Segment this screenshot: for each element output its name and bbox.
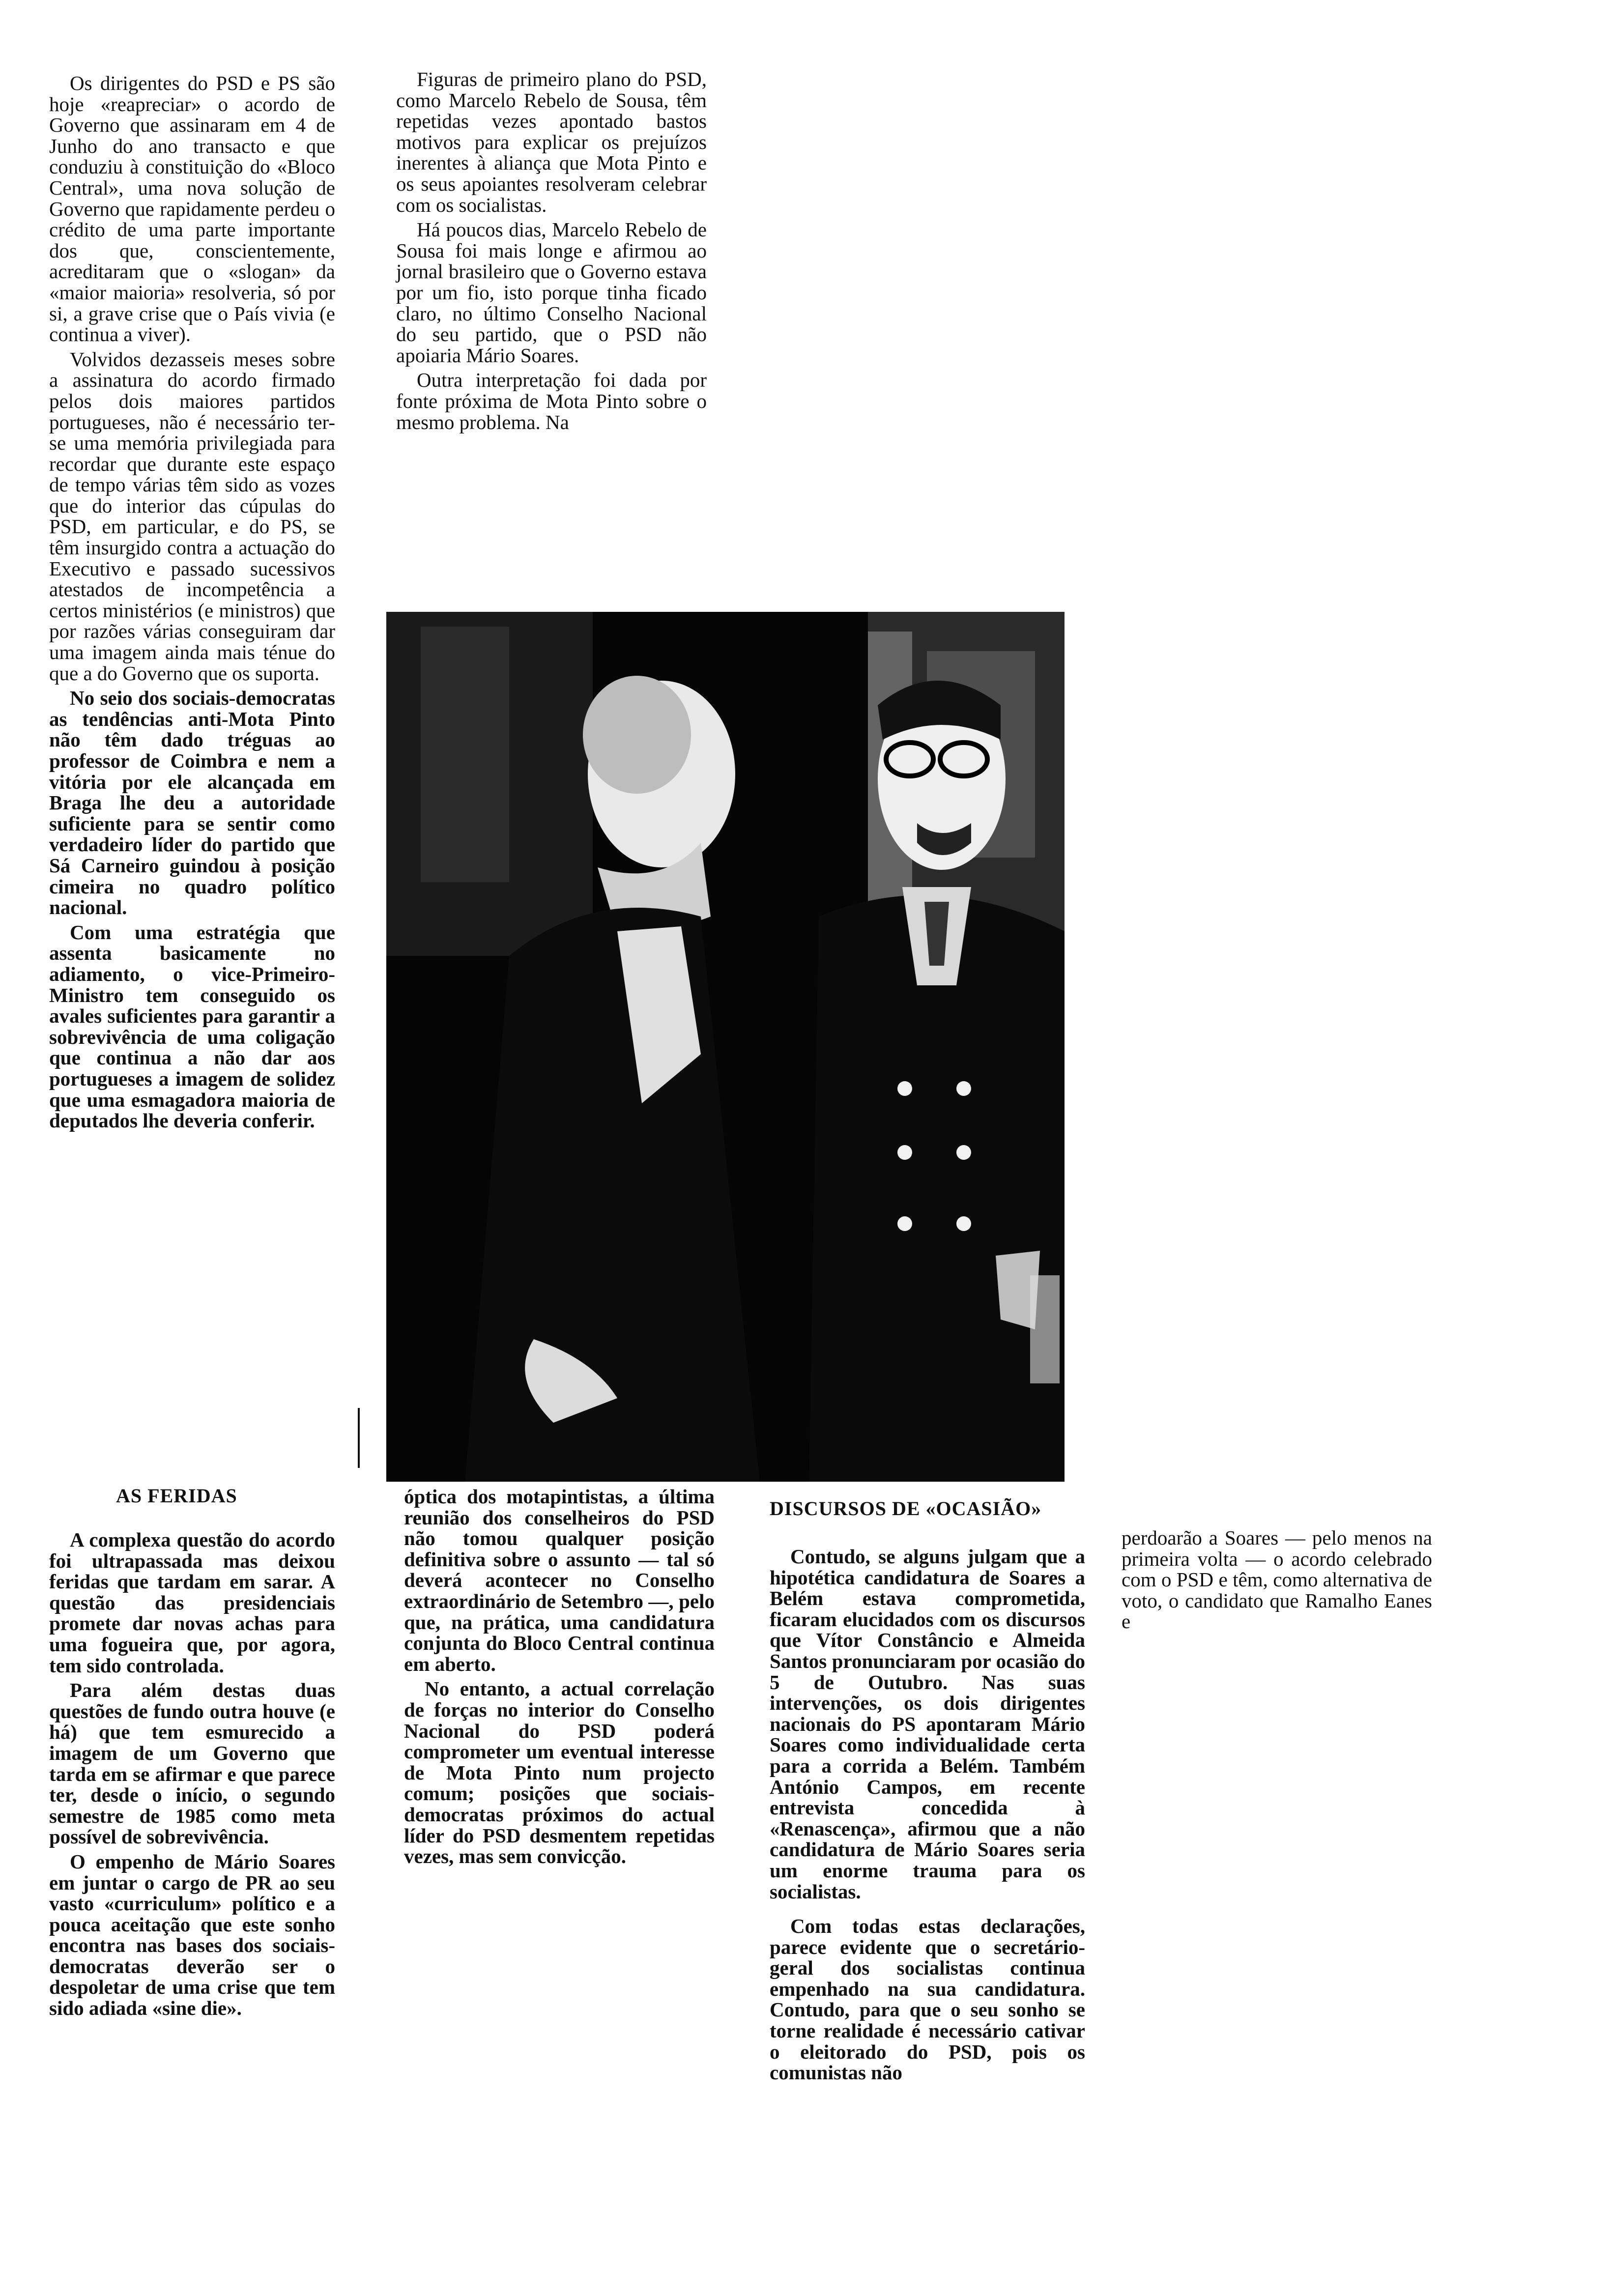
col3-paragraph-2: Com todas estas declarações, parece evidente que o secretário-geral dos socialistas continua empenhado na sua candidatura. Contudo, para que o seu sonho se torne realidade é necessário cativar o eleitorado do PSD, pois os comunistas não: [770, 1915, 1085, 2084]
col1-paragraph-1: Os dirigentes do PSD e PS são hoje «reapreciar» o acordo de Governo que assinaram em 4 de Junho do ano transacto e que conduziu à constituição do «Bloco Central», uma nova solução de Governo que rapidamente perdeu o crédito de uma parte importante dos que, conscientemente, acreditaram que o «slogan» da «maior maioria» resolveria, só por si, a grave crise que o País vivia (e continua a viver).: [49, 72, 335, 346]
column-2: [396, 69, 707, 432]
col1-paragraph-2: Volvidos dezasseis meses sobre a assinatura do acordo firmado pelos dois maiores partidos portugueses, não é necessário ter-se uma memória privilegiada para recordar que durante este espaço de tempo várias têm sido as vozes que do interior das cúpulas do PSD, em particular, e do PS, se têm insurgido contra a actuação do Executivo e passado sucessivos atestados de incompetência a certos ministérios (e ministros) que por razões várias conseguiram dar uma imagem ainda mais ténue do que a do Governo que os suporta.: [49, 347, 335, 685]
col1-paragraph-4: Com uma estratégia que assenta basicamente no adiamento, o vice-Primeiro-Ministro tem conseguido os avales suficientes para garantir a sobrevivência de uma coligação que continua a não dar aos portugueses a imagem de solidez que uma esmagadora maioria de deputados lhe deveria conferir.: [49, 920, 335, 1132]
col1b-paragraph-3: O empenho de Mário Soares em juntar o cargo de PR ao seu vasto «curriculum» político e a pouca aceitação que este sonho encontra nas bases dos sociais-democratas deverão ser o despoletar de uma crise que tem sido adiada «sine die».: [49, 1850, 335, 2020]
column-divider: [358, 1408, 360, 1468]
column-1: [49, 73, 335, 1131]
section-heading-as-feridas: AS FERIDAS: [116, 1485, 237, 1507]
col2-paragraph-2: Há poucos dias, Marcelo Rebelo de Sousa foi mais longe e afirmou ao jornal brasileiro que o Governo estava por um fio, isto porque tinha ficado claro, no último Conselho Nacional do seu partido, que o PSD não apoiaria Mário Soares.: [396, 218, 707, 367]
column-2-bottom: [404, 1486, 715, 1867]
news-photo: [386, 612, 1065, 1482]
col4-paragraph-1: perdoarão a Soares — pelo menos na primeira volta — o acordo celebrado com o PSD e têm, como alternativa de voto, o candidato que Ramalho Eanes e: [1122, 1526, 1432, 1633]
col1b-paragraph-2: Para além destas duas questões de fundo outra houve (e há) que tem esmurecido a imagem de um Governo que tarda em se afirmar e que parece ter, desde o início, o segundo semestre de 1985 como meta possível de sobrevivência.: [49, 1679, 335, 1848]
col2-paragraph-3: Outra interpretação foi dada por fonte próxima de Mota Pinto sobre o mesmo problema. Na: [396, 369, 707, 433]
column-1-bottom: [49, 1529, 335, 2019]
col2-paragraph-1: Figuras de primeiro plano do PSD, como Marcelo Rebelo de Sousa, têm repetidas vezes apontado bastos motivos para explicar os prejuízos inerentes à aliança que Mota Pinto e os seus apoiantes resolveram celebrar com os socialistas.: [396, 68, 707, 216]
photo-illustration: [386, 612, 1065, 1482]
col1-paragraph-3: No seio dos sociais-democratas as tendências anti-Mota Pinto não têm dado tréguas ao professor de Coimbra e nem a vitória por ele alcançada em Braga lhe deu a autoridade suficiente para se sentir como verdadeiro líder do partido que Sá Carneiro guindou à posição cimeira no quadro político nacional.: [49, 687, 335, 919]
column-4: [1122, 1527, 1432, 1632]
column-3: [770, 1546, 1085, 2083]
col2b-paragraph-1: óptica dos motapintistas, a última reunião dos conselheiros do PSD não tomou qualquer posição definitiva sobre o assunto — tal só deverá acontecer no Conselho extraordinário de Setembro —, pelo que, na prática, uma candidatura conjunta do Bloco Central continua em aberto.: [404, 1485, 715, 1675]
col2b-paragraph-2: No entanto, a actual correlação de forças no interior do Conselho Nacional do PSD poderá comprometer um eventual interesse de Mota Pinto num projecto comum; posições que sociais-democratas próximos do actual líder do PSD desmentem repetidas vezes, mas sem convicção.: [404, 1677, 715, 1868]
section-heading-discursos: DISCURSOS DE «OCASIÃO»: [770, 1497, 1042, 1520]
col1b-paragraph-1: A complexa questão do acordo foi ultrapassada mas deixou feridas que tardam em sarar. A questão das presidenciais promete dar novas achas para uma fogueira que, por agora, tem sido controlada.: [49, 1528, 335, 1677]
col3-paragraph-1: Contudo, se alguns julgam que a hipotética candidatura de Soares a Belém estava comprometida, ficaram elucidados com os discursos que Vítor Constâncio e Almeida Santos pronunciaram por ocasião do 5 de Outubro. Nas suas intervenções, os dois dirigentes nacionais do PS apontaram Mário Soares como individualidade certa para a corrida a Belém. Também António Campos, em recente entrevista concedida à «Renascença», afirmou que a não candidatura de Mário Soares seria um enorme trauma para os socialistas.: [770, 1545, 1085, 1903]
